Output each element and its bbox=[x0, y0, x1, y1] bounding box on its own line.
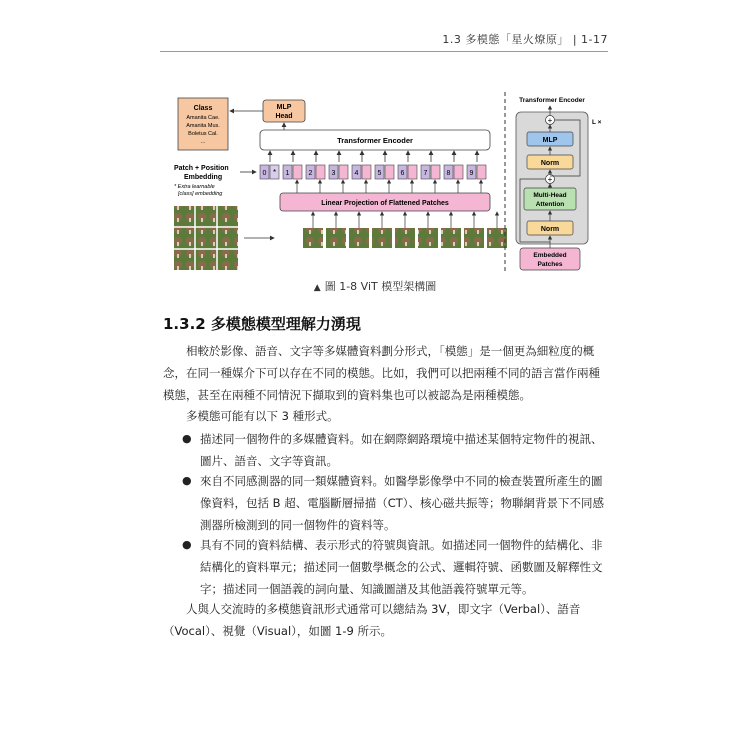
plus-sign: + bbox=[547, 116, 553, 125]
norm-block-label: Norm bbox=[540, 226, 560, 233]
image-patch bbox=[326, 228, 346, 248]
position-number: 9 bbox=[469, 170, 474, 177]
position-number: 8 bbox=[446, 170, 451, 177]
position-number: 5 bbox=[377, 170, 382, 177]
mlp-head-label: MLP bbox=[276, 104, 292, 111]
bullet-icon: ● bbox=[182, 474, 192, 487]
image-patch bbox=[487, 228, 507, 248]
patch-position-label: Patch + Position bbox=[174, 165, 229, 172]
patch-token bbox=[477, 165, 486, 179]
position-number: 3 bbox=[331, 170, 336, 177]
transformer-encoder-label: Transformer Encoder bbox=[337, 136, 413, 145]
image-patch bbox=[395, 228, 415, 248]
figure-caption bbox=[0, 278, 750, 294]
page-header bbox=[160, 31, 608, 52]
embedded-patches-label: Patches bbox=[537, 261, 563, 268]
class-item: Amanita Mus. bbox=[186, 123, 220, 129]
class-item: ... bbox=[200, 139, 206, 145]
paragraph-3v: 人與人交流時的多模態資訊形式通常可以總結為 3V，即文字（Verbal）、語音（Vocal）、視覺（Visual），如圖 1-9 所示。 bbox=[163, 602, 581, 638]
patch-token bbox=[454, 165, 463, 179]
paragraph-forms: 多模態可能有以下 3 種形式。 bbox=[186, 409, 339, 423]
bullet-icon: ● bbox=[182, 432, 192, 445]
patch-position-label: Embedding bbox=[184, 174, 223, 181]
image-patch bbox=[418, 228, 438, 248]
plus-sign: + bbox=[547, 175, 553, 184]
caption-text: 圖 1-8 ViT 模型架構圖 bbox=[324, 280, 437, 293]
patch-token bbox=[316, 165, 325, 179]
bullet-item: 描述同一個物件的多媒體資料。如在網際網路環境中描述某個特定物件的視訊、圖片、語音、文字等資訊。 bbox=[200, 432, 603, 468]
position-number: 2 bbox=[308, 170, 313, 177]
attention-block-label: Attention bbox=[535, 201, 565, 208]
lx-label: L × bbox=[592, 119, 602, 126]
position-number: 7 bbox=[423, 170, 428, 177]
patch-strip bbox=[303, 212, 507, 248]
patch-token bbox=[431, 165, 440, 179]
bullet-item: 具有不同的資料結構、表示形式的符號與資訊。如描述同一個物件的結構化、非結構化的資料單元；描述同一個數學概念的公式、邏輯符號、函數圖及解釋性文字；描述同一個語義的詞向量、知識圖譜及其他語義符號單元等。 bbox=[200, 538, 603, 596]
mlp-block-label: MLP bbox=[542, 137, 558, 144]
image-patch bbox=[372, 228, 392, 248]
patch-token bbox=[385, 165, 394, 179]
class-item: Amanita Cae. bbox=[186, 115, 220, 121]
mlp-head-label: Head bbox=[275, 113, 293, 120]
patch-token bbox=[362, 165, 371, 179]
attention-block-label: Multi-Head bbox=[533, 192, 567, 199]
image-patch bbox=[441, 228, 461, 248]
caption-marker: ▲ bbox=[313, 283, 321, 293]
position-number: 4 bbox=[354, 170, 359, 177]
linear-projection-label: Linear Projection of Flattened Patches bbox=[321, 200, 449, 207]
patch-token bbox=[339, 165, 348, 179]
norm-block-label: Norm bbox=[540, 160, 560, 167]
class-token-star: * bbox=[272, 168, 277, 177]
vit-architecture-figure bbox=[160, 90, 600, 275]
paragraph-modality: 相較於影像、語音、文字等多媒體資料劃分形式，「模態」是一個更為細粒度的概念，在同一種媒介下可以存在不同的模態。比如，我們可以把兩種不同的語言當作兩種模態，甚至在兩種不同情況下擷取到的資料集也可以被認為是兩種模態。 bbox=[163, 344, 600, 402]
token-row bbox=[260, 151, 486, 193]
bullet-item: 來自不同感測器的同一類媒體資料。如醫學影像學中不同的檢查裝置所產生的圖像資料，包括 B 超、電腦斷層掃描（CT）、核心磁共振等；物聯網背景下不同感測器所檢測到的同一個物件的資料等。 bbox=[200, 474, 605, 532]
class-title: Class bbox=[193, 105, 213, 112]
encoder-detail-title: Transformer Encoder bbox=[519, 97, 585, 104]
image-patch bbox=[349, 228, 369, 248]
image-patch bbox=[464, 228, 484, 248]
input-image-grid bbox=[174, 206, 238, 270]
position-number: 0 bbox=[262, 170, 267, 177]
patch-token bbox=[408, 165, 417, 179]
patch-token bbox=[293, 165, 302, 179]
section-title: 1.3.2 多模態模型理解力湧現 bbox=[163, 315, 361, 333]
bullet-icon: ● bbox=[182, 538, 192, 551]
position-number: 6 bbox=[400, 170, 405, 177]
embedded-patches-label: Embedded bbox=[533, 252, 567, 259]
header-text: 1.3 多模態「星火燎原」 | 1-17 bbox=[442, 33, 608, 46]
position-number: 1 bbox=[285, 170, 290, 177]
image-patch bbox=[303, 228, 323, 248]
extra-note: [class] embedding bbox=[178, 191, 223, 197]
extra-note: * Extra learnable bbox=[174, 184, 215, 190]
class-item: Boletus Cal. bbox=[188, 131, 218, 137]
